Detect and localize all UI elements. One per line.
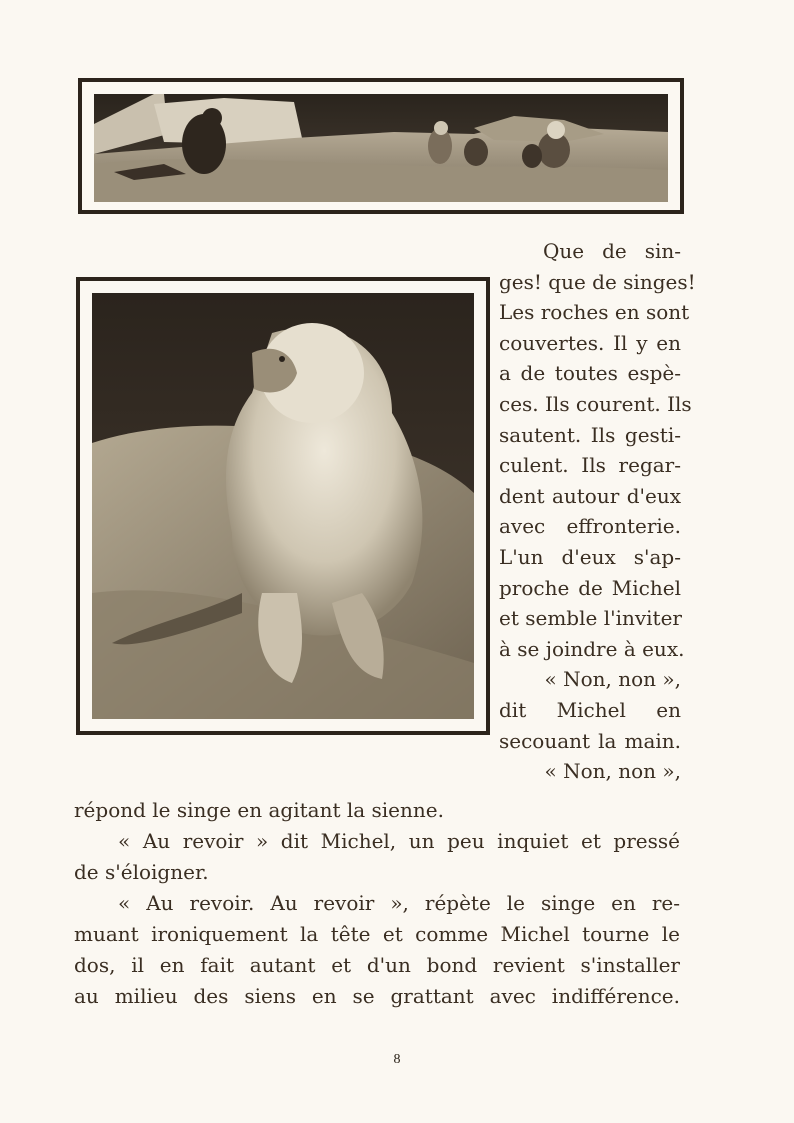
text-line: au milieu des siens en se grattant avec indifférence. xyxy=(74,984,680,1008)
text-line: avec effronterie. xyxy=(499,514,681,539)
text-line: répond le singe en agitant la sienne. xyxy=(74,798,444,822)
text-line: dos, il en fait autant et d'un bond revient s'installer xyxy=(74,953,680,977)
text-line: L'un d'eux s'ap- xyxy=(499,544,681,569)
body-text xyxy=(74,795,680,1012)
text-line: ges! que de singes! xyxy=(499,269,696,294)
text-line: à se joindre à eux. xyxy=(499,636,685,661)
text-line: culent. Ils regar- xyxy=(499,453,681,478)
text-line: « Non, non », xyxy=(544,667,681,692)
text-line: Que de sin- xyxy=(543,239,681,263)
text-line: « Au revoir. Au revoir », répète le singe en re- xyxy=(118,891,680,915)
page-number: 8 xyxy=(393,1052,401,1067)
text-line: muant ironiquement la tête et comme Michel tourne le xyxy=(74,922,680,946)
text-line: et semble l'inviter xyxy=(499,606,682,631)
text-line: sautent. Ils gesti- xyxy=(499,422,681,447)
side-column-text xyxy=(499,236,696,787)
text-line: de s'éloigner. xyxy=(74,860,209,884)
text-line: a de toutes espè- xyxy=(499,361,681,386)
text-line: « Au revoir » dit Michel, un peu inquiet et pressé xyxy=(118,829,680,853)
text-line: dit Michel en xyxy=(499,697,681,722)
text-line: Les roches en sont xyxy=(499,300,690,325)
baboons-on-rocks-photo xyxy=(94,94,668,202)
text-line: ces. Ils courent. Ils xyxy=(499,391,692,416)
text-line: proche de Michel xyxy=(499,575,681,600)
text-line: secouant la main. xyxy=(499,728,681,753)
text-line: « Non, non », xyxy=(544,759,681,784)
portrait-photo-image xyxy=(92,293,474,719)
text-line: dent autour d'eux xyxy=(499,483,681,508)
text-line: couvertes. Il y en xyxy=(499,330,681,355)
baboon-portrait-photo xyxy=(92,293,474,719)
banner-photo-frame xyxy=(78,78,684,214)
banner-photo-image xyxy=(94,94,668,202)
portrait-photo-frame xyxy=(76,277,490,735)
